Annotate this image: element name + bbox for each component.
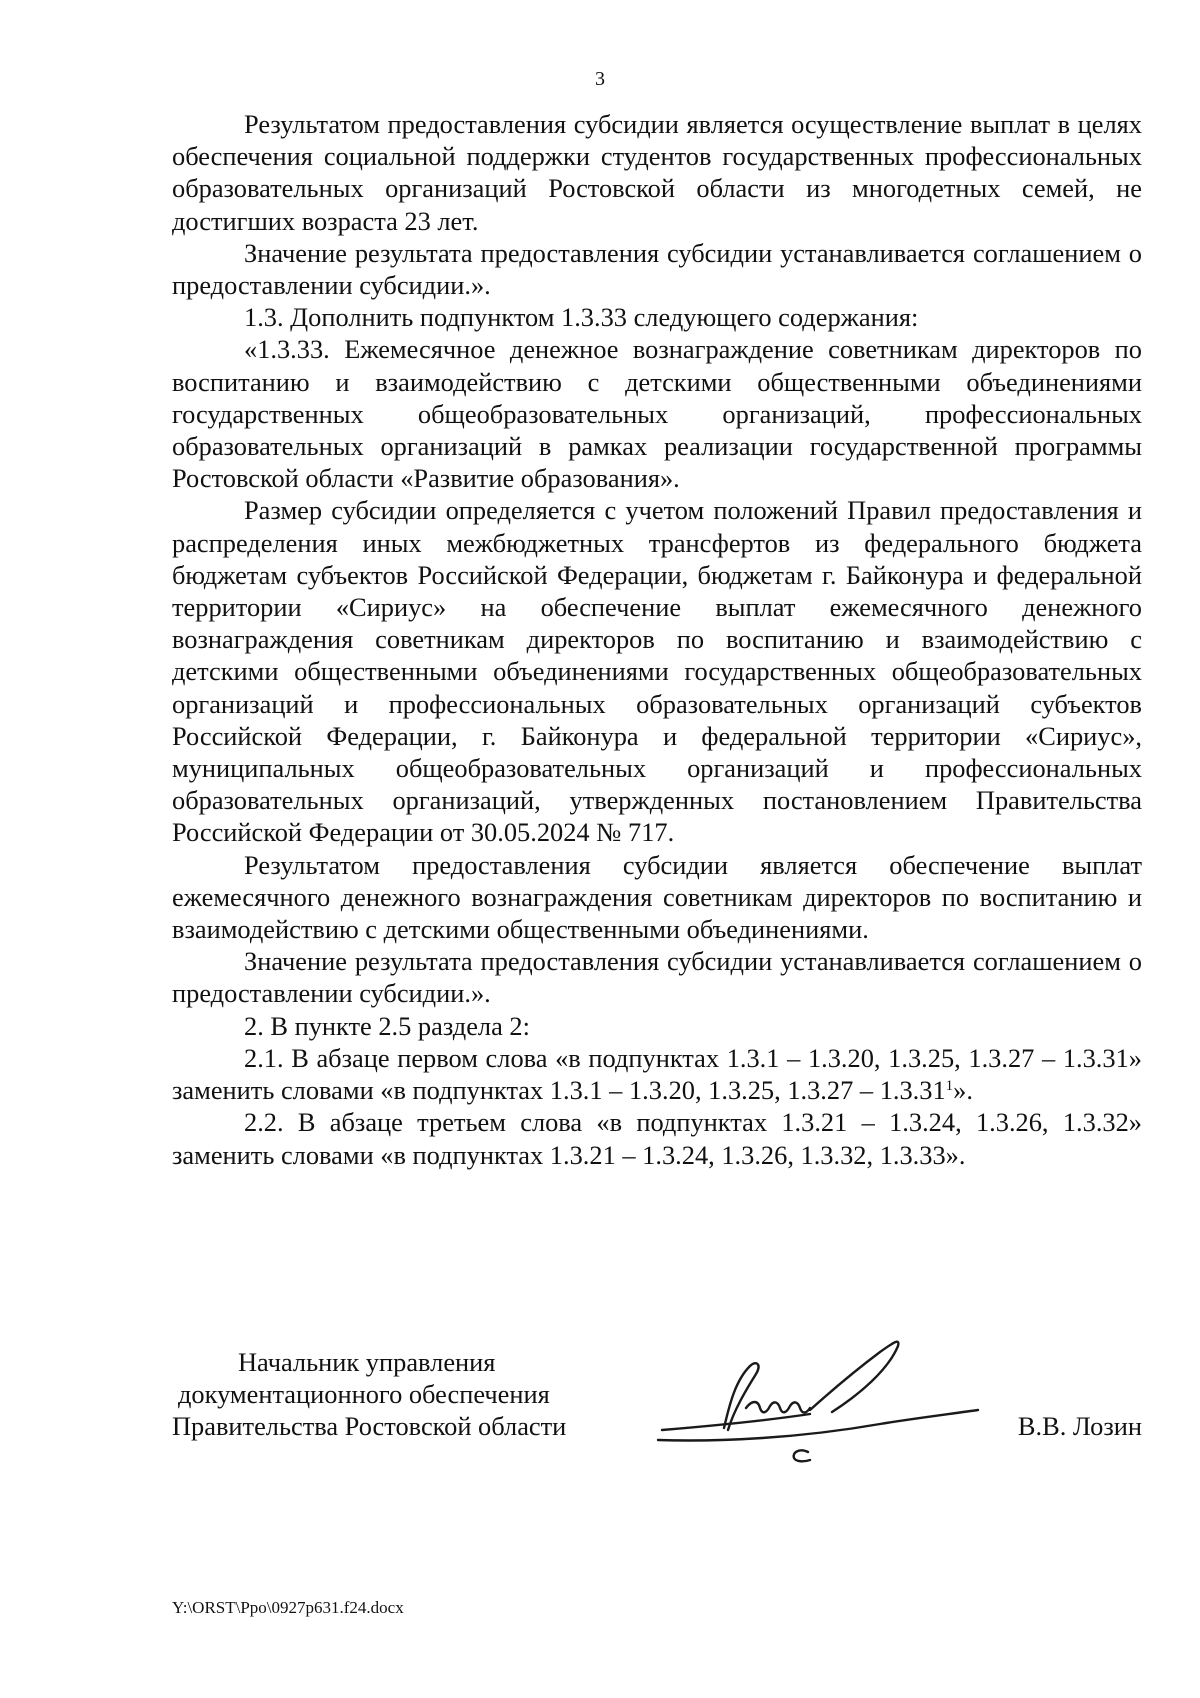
paragraph-section-2: 2. В пункте 2.5 раздела 2: [244,1010,530,1041]
paragraph-2-1 [172,1042,1142,1106]
file-path: Y:\ORST\Ppo\0927p631.f24.docx [172,1598,404,1617]
signatory-title-line-3: Правительства Ростовской области [172,1411,567,1442]
paragraph-2-2: 2.2. В абзаце третьем слова «в подпунктах 1.3.21 – 1.3.24, 1.3.26, 1.3.32» заменить словами «в подпунктах 1.3.21 – 1.3.24, 1.3.26, 1.3.32, 1.3.33». [172,1107,1142,1170]
signatory-title-line-1: Начальник управления [238,1347,496,1377]
page-number: 3 [595,68,605,90]
paragraph-result-payments: Результатом предоставления субсидии является осуществление выплат в целях обеспечения социальной поддержки студентов государственных профессиональных образовательных организаций Ростовской области из многодетных семей, не достигших возраста 23 лет. [172,109,1142,236]
paragraph-result-provision: Результатом предоставления субсидии является обеспечение выплат ежемесячного денежного вознаграждения советникам директоров по воспитанию и взаимодействию с детскими общественными объединениями. [172,849,1142,945]
paragraph-2-1-tail: ». [953,1075,973,1106]
handwritten-signature [650,1330,990,1480]
paragraph-result-value: Значение результата предоставления субсидии устанавливается соглашением о предоставлении субсидии.». [172,237,1142,301]
paragraph-add-subpoint: 1.3. Дополнить подпунктом 1.3.33 следующего содержания: [244,302,919,333]
paragraph-subpoint-1-3-33: «1.3.33. Ежемесячное денежное вознаграждение советникам директоров по воспитанию и взаимодействию с детскими общественными объединениями государственных общеобразовательных организаций, профессиональных образовательных организаций в рамках реализации государственной программы Ростовской области «Развитие образования». [172,334,1142,494]
signatory-title-line-2: документационного обеспечения [178,1379,550,1410]
paragraph-2-1-main: 2.1. В абзаце первом слова «в подпунктах 1.3.1 – 1.3.20, 1.3.25, 1.3.27 – 1.3.31» заменить словами «в подпунктах 1.3.1 – 1.3.20, 1.3.25, 1.3.27 – 1.3.31 [172,1042,1142,1106]
document-body [172,108,1142,1171]
paragraph-result-value-2: Значение результата предоставления субсидии устанавливается соглашением о предоставлении субсидии.». [172,946,1142,1009]
paragraph-subsidy-size: Размер субсидии определяется с учетом положений Правил предоставления и распределения иных межбюджетных трансфертов из федерального бюджета бюджетам субъектов Российской Федерации, бюджетам г. Байконура и федеральной территории «Сириус» на обеспечение выплат ежемесячного денежного вознаграждения советникам директоров по воспитанию и взаимодействию с детскими общественными объединениями государственных общеобразовательных организаций и профессиональных образовательных организаций субъектов Российской Федерации, г. Байконура и федеральной территории «Сириус», муниципальных общеобразовательных организаций и профессиональных образовательных организаций, утвержденных постановлением Правительства Российской Федерации от 30.05.2024 № 717. [172,495,1142,848]
signatory-title [172,1346,566,1443]
superscript-mark: 1 [945,1078,954,1095]
signatory-name: В.В. Лозин [1017,1411,1142,1441]
